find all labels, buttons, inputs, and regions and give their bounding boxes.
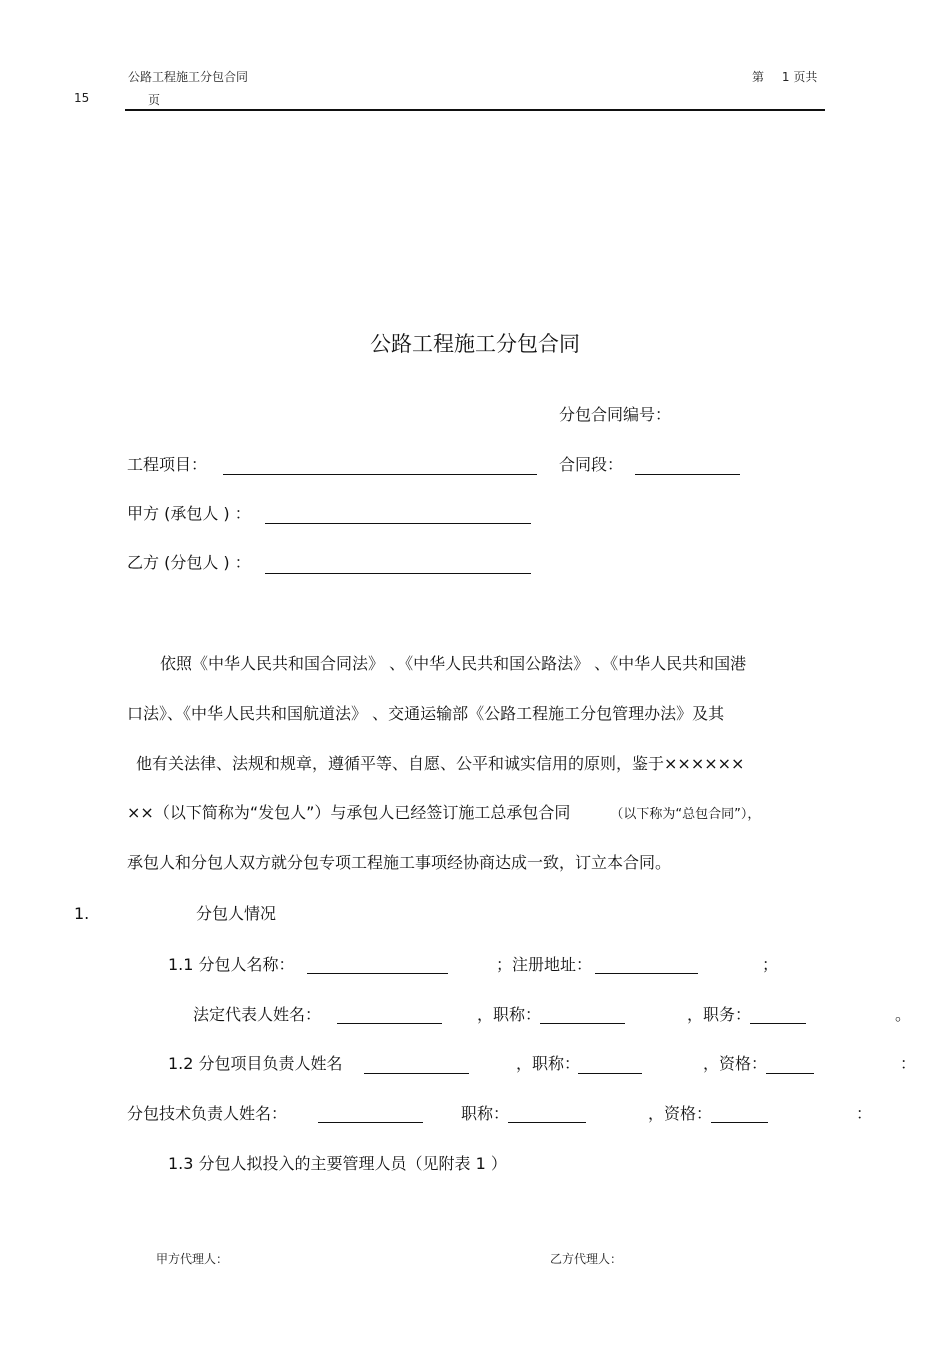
header-doc-title: 公路工程施工分包合同: [128, 70, 249, 84]
registered-address-blank: [595, 973, 698, 974]
legal-rep-blank: [337, 1023, 442, 1024]
intro-line-2: 口法》、《中华人民共和国航道法》 、交通运输部《公路工程施工分包管理办法》及其: [127, 704, 725, 723]
intro-line-3: 他有关法律、法规和规章，遵循平等、自愿、公平和诚实信用的原则，鉴于××××××: [136, 754, 745, 773]
tech-lead-label: 分包技术负责人姓名：: [127, 1104, 288, 1123]
project-manager-qual-label: ，资格：: [703, 1054, 768, 1073]
registered-address-label: ；注册地址：: [496, 955, 593, 974]
project-manager-qual-blank: [766, 1073, 814, 1074]
intro-line-4-note: （以下称为“总包合同”），: [610, 807, 761, 822]
header-page-mid: 页共: [793, 70, 818, 84]
tech-lead-blank: [318, 1122, 423, 1123]
contract-number-label: 分包合同编号：: [559, 405, 672, 424]
project-manager-blank: [364, 1073, 469, 1074]
legal-rep-title-label: ，职称：: [477, 1005, 542, 1024]
section-1-number: 1.: [74, 904, 90, 923]
document-title: 公路工程施工分包合同: [370, 332, 580, 356]
party-a-agent-label: 甲方代理人：: [156, 1252, 229, 1266]
section-label: 合同段：: [559, 455, 624, 474]
subcontractor-name-blank: [307, 973, 448, 974]
party-a-label: 甲方 (承包人 ) ：: [127, 504, 251, 523]
header-page-number: 1: [781, 70, 790, 84]
project-blank: [223, 474, 537, 475]
intro-line-1: 依照《中华人民共和国合同法》 、《中华人民共和国公路法》 、《中华人民共和国港: [160, 654, 747, 673]
header-total-pages: 15: [74, 91, 90, 105]
intro-line-4-main: ××（以下简称为“发包人”）与承包人已经签订施工总承包合同: [127, 803, 571, 822]
intro-line-5: 承包人和分包人双方就分包专项工程施工事项经协商达成一致，订立本合同。: [127, 853, 672, 872]
legal-rep-position-blank: [750, 1023, 806, 1024]
section-1-title: 分包人情况: [196, 904, 277, 923]
intro-line-4: [127, 803, 760, 825]
s1-2-end: ：: [900, 1054, 917, 1073]
legal-rep-label: 法定代表人姓名：: [193, 1005, 322, 1024]
header-page-info: [752, 68, 817, 85]
tech-lead-qual-label: ，资格：: [648, 1104, 713, 1123]
header-page-suffix: 页: [148, 93, 161, 107]
tech-lead-qual-blank: [711, 1122, 768, 1123]
project-manager-label: 1.2 分包项目负责人姓名: [168, 1054, 343, 1073]
tech-lead-title-blank: [508, 1122, 586, 1123]
tech-lead-title-label: 职称：: [461, 1104, 510, 1123]
header-page-prefix: 第: [752, 70, 765, 84]
section-blank: [635, 474, 740, 475]
tech-lead-end: ：: [856, 1104, 873, 1123]
subcontractor-name-label: 1.1 分包人名称：: [168, 955, 295, 974]
header-rule: [125, 109, 825, 111]
party-b-label: 乙方 (分包人 ) ：: [127, 553, 251, 572]
legal-rep-position-label: ，职务：: [687, 1005, 752, 1024]
party-b-agent-label: 乙方代理人：: [550, 1252, 623, 1266]
project-manager-title-label: ，职称：: [516, 1054, 581, 1073]
party-a-blank: [265, 523, 531, 524]
legal-rep-title-blank: [540, 1023, 625, 1024]
legal-rep-period: 。: [895, 1005, 912, 1024]
main-staff-item: 1.3 分包人拟投入的主要管理人员（见附表 1 ）: [168, 1154, 507, 1173]
party-b-blank: [265, 573, 531, 574]
project-label: 工程项目：: [127, 455, 208, 474]
s1-1-end: ；: [762, 955, 779, 974]
project-manager-title-blank: [578, 1073, 642, 1074]
